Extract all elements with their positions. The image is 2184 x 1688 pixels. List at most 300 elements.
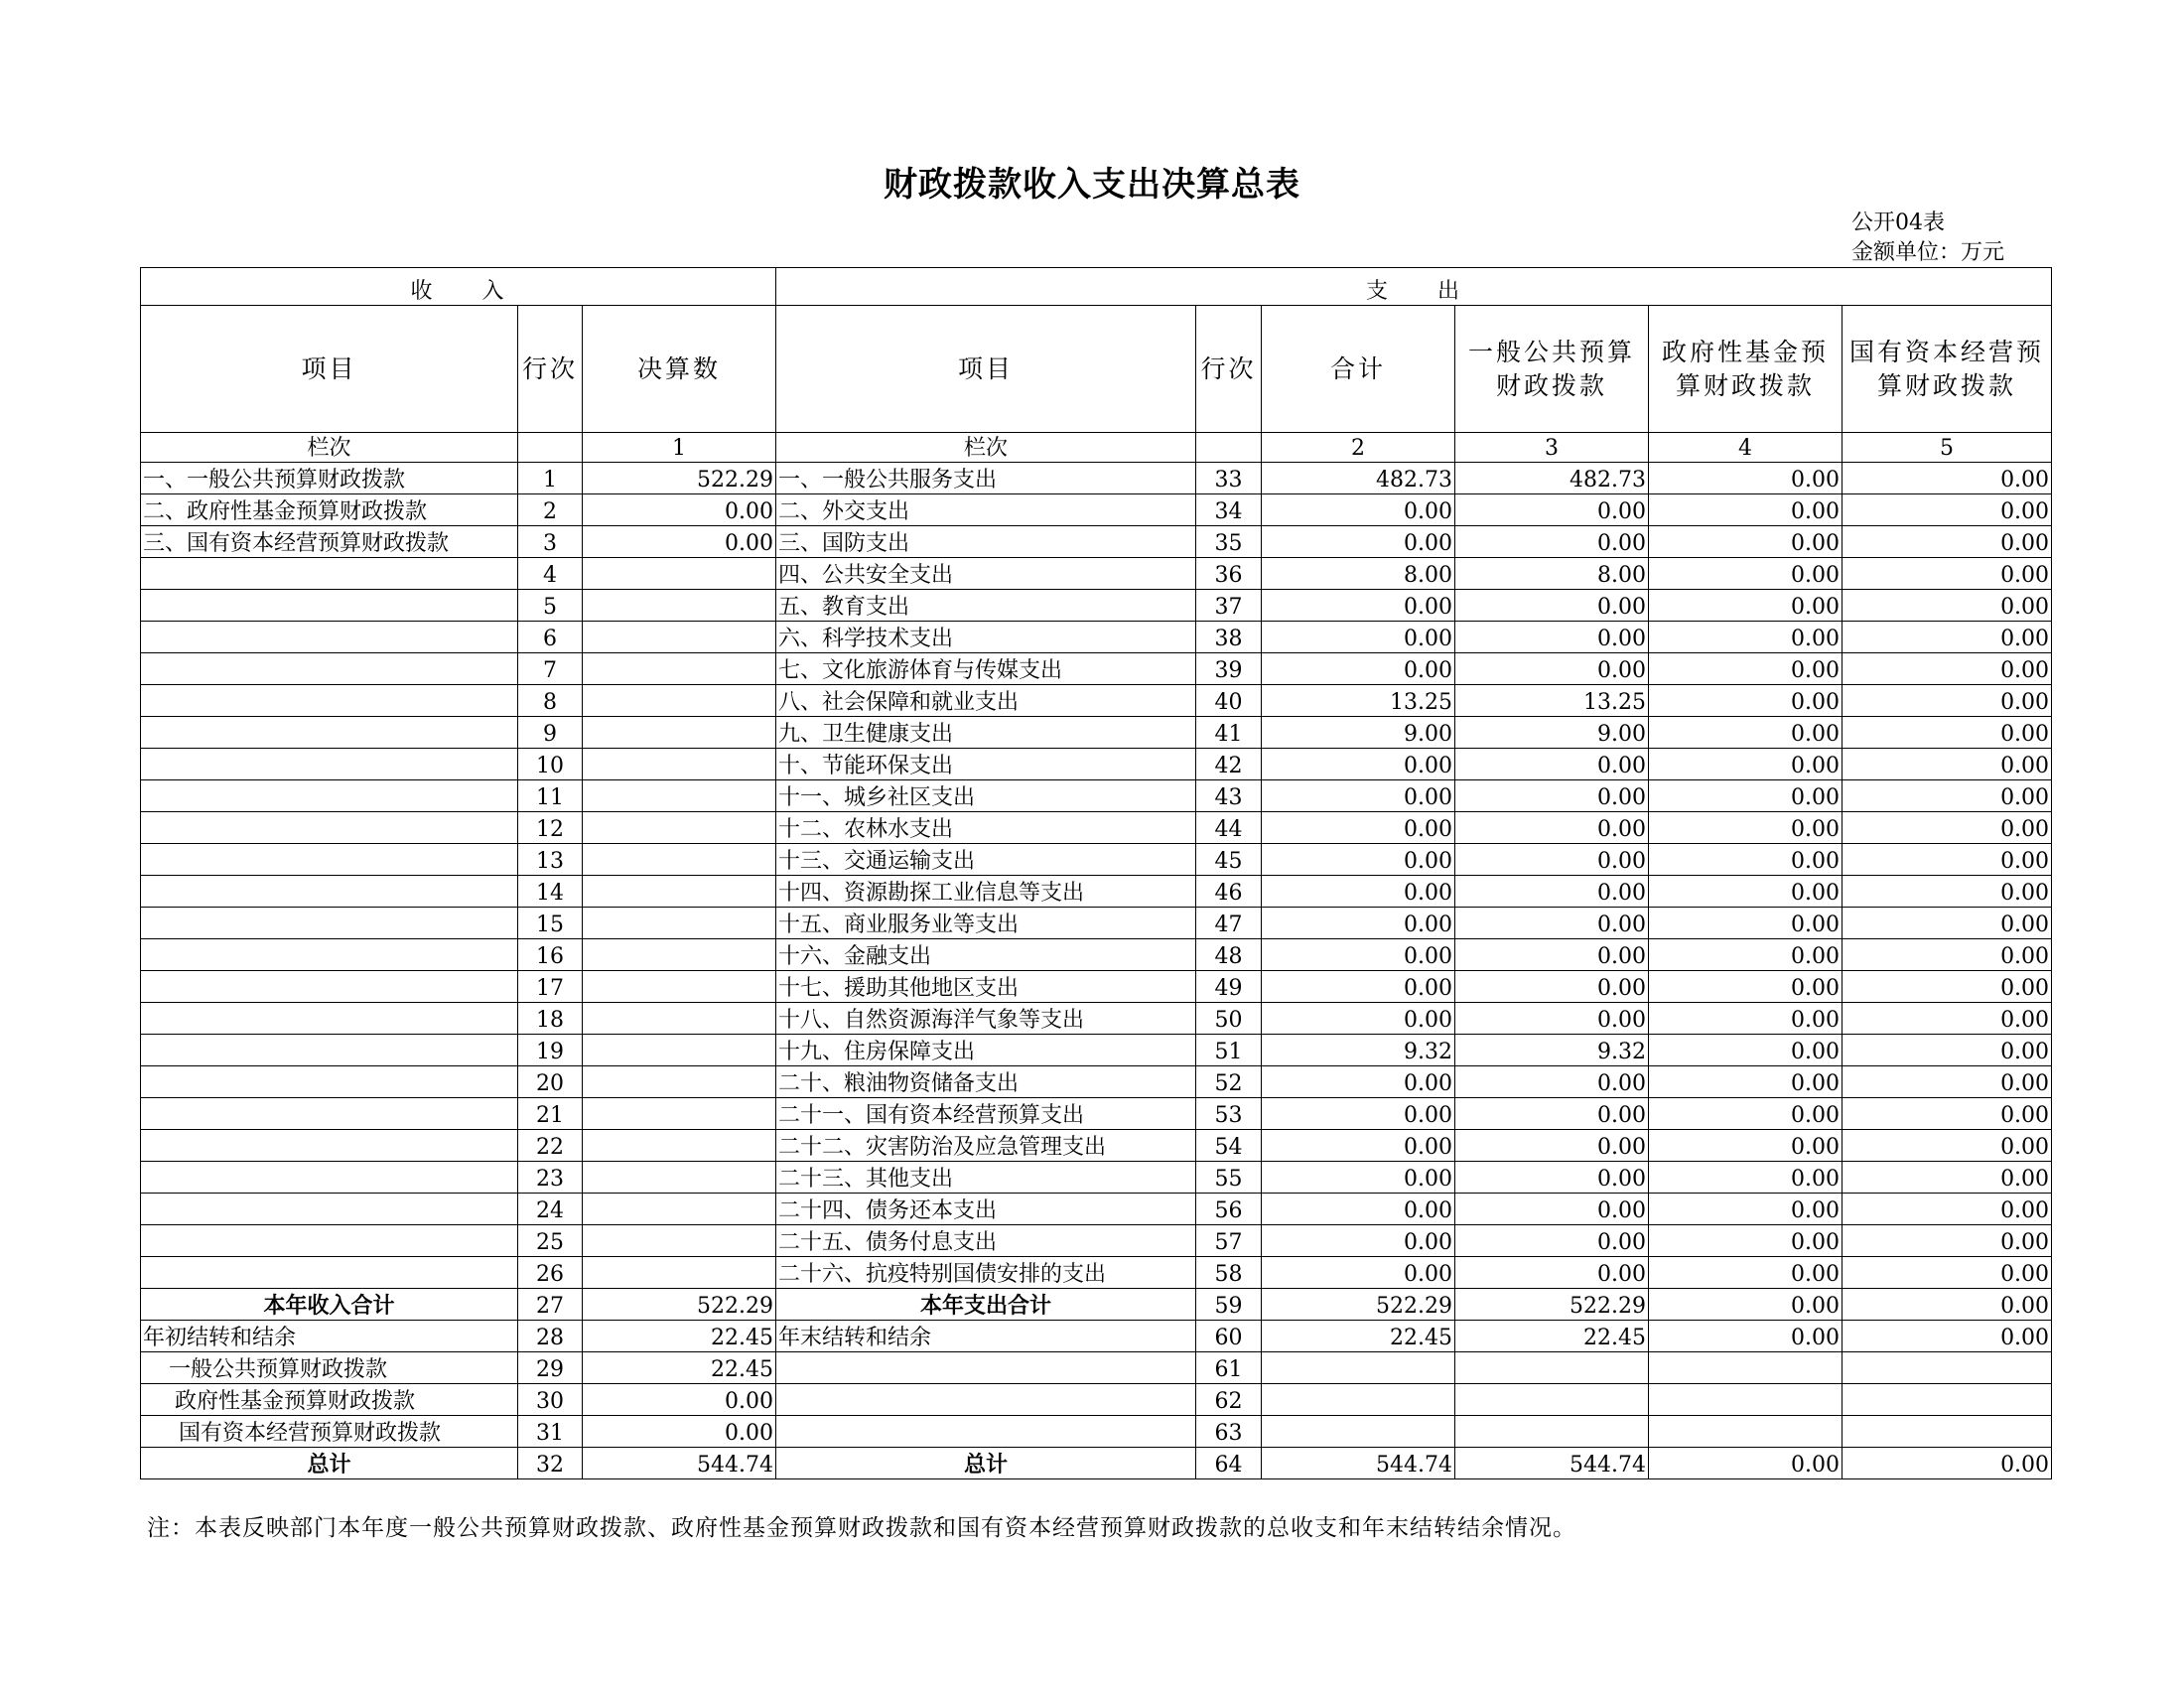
income-row-no: 19	[518, 1035, 583, 1066]
header-general-budget: 一般公共预算财政拨款	[1455, 306, 1649, 433]
table-row	[141, 1066, 2052, 1098]
fund-budget-amount: 0.00	[1649, 622, 1843, 653]
column-number-row	[141, 433, 2052, 463]
table-row	[141, 780, 2052, 812]
income-item: 本年收入合计	[141, 1289, 518, 1321]
income-item: 总计	[141, 1448, 518, 1479]
income-amount	[583, 749, 776, 780]
expense-row-no: 43	[1196, 780, 1262, 812]
income-amount: 22.45	[583, 1321, 776, 1352]
state-capital-amount: 0.00	[1843, 717, 2052, 749]
fund-budget-amount: 0.00	[1649, 1035, 1843, 1066]
income-row-no: 22	[518, 1130, 583, 1162]
fund-budget-amount: 0.00	[1649, 1448, 1843, 1479]
expense-row-no: 56	[1196, 1194, 1262, 1225]
table-meta	[1851, 209, 2004, 268]
general-budget-amount: 0.00	[1455, 749, 1649, 780]
expense-item: 二十四、债务还本支出	[776, 1194, 1196, 1225]
income-row-no: 8	[518, 685, 583, 717]
income-row-no: 1	[518, 463, 583, 494]
income-row-no: 9	[518, 717, 583, 749]
expense-total	[1262, 1384, 1455, 1416]
expense-item: 十四、资源勘探工业信息等支出	[776, 876, 1196, 908]
state-capital-amount: 0.00	[1843, 1130, 2052, 1162]
column-header-row	[141, 306, 2052, 433]
expense-row-no: 54	[1196, 1130, 1262, 1162]
fund-budget-amount: 0.00	[1649, 685, 1843, 717]
expense-row-no: 37	[1196, 590, 1262, 622]
expense-row-no: 63	[1196, 1416, 1262, 1448]
state-capital-amount: 0.00	[1843, 590, 2052, 622]
summary-row	[141, 1289, 2052, 1321]
fund-budget-amount: 0.00	[1649, 1098, 1843, 1130]
general-budget-amount: 13.25	[1455, 685, 1649, 717]
fund-budget-amount: 0.00	[1649, 526, 1843, 558]
expense-total: 0.00	[1262, 526, 1455, 558]
income-row-no: 24	[518, 1194, 583, 1225]
income-amount: 522.29	[583, 463, 776, 494]
fund-budget-amount: 0.00	[1649, 812, 1843, 844]
income-item	[141, 971, 518, 1003]
expense-total	[1262, 1416, 1455, 1448]
header-income-row-no: 行次	[518, 306, 583, 433]
income-item: 政府性基金预算财政拨款	[141, 1384, 518, 1416]
table-row	[141, 1035, 2052, 1066]
income-row-no: 25	[518, 1225, 583, 1257]
expense-total: 0.00	[1262, 844, 1455, 876]
table-row	[141, 844, 2052, 876]
general-budget-amount: 0.00	[1455, 908, 1649, 939]
general-budget-amount	[1455, 1352, 1649, 1384]
income-amount	[583, 558, 776, 590]
state-capital-amount: 0.00	[1843, 1098, 2052, 1130]
expense-row-no: 59	[1196, 1289, 1262, 1321]
state-capital-amount: 0.00	[1843, 1035, 2052, 1066]
expense-row-no: 51	[1196, 1035, 1262, 1066]
income-amount	[583, 844, 776, 876]
expense-total: 0.00	[1262, 1003, 1455, 1035]
income-item	[141, 1257, 518, 1289]
income-row-no: 31	[518, 1416, 583, 1448]
page-title: 财政拨款收入支出决算总表	[884, 165, 1300, 205]
income-amount: 22.45	[583, 1352, 776, 1384]
expense-item: 二十一、国有资本经营预算支出	[776, 1098, 1196, 1130]
header-state-capital-budget: 国有资本经营预算财政拨款	[1843, 306, 2052, 433]
state-capital-amount: 0.00	[1843, 622, 2052, 653]
state-capital-amount: 0.00	[1843, 908, 2052, 939]
income-amount: 0.00	[583, 1416, 776, 1448]
general-budget-amount: 0.00	[1455, 1130, 1649, 1162]
income-item	[141, 1066, 518, 1098]
summary-row	[141, 1321, 2052, 1352]
fund-budget-amount	[1649, 1416, 1843, 1448]
income-amount	[583, 1003, 776, 1035]
expense-total: 0.00	[1262, 590, 1455, 622]
amount-unit: 金额单位：万元	[1851, 240, 2005, 265]
table-row	[141, 1257, 2052, 1289]
general-budget-amount: 0.00	[1455, 1194, 1649, 1225]
expense-row-no: 38	[1196, 622, 1262, 653]
state-capital-amount: 0.00	[1843, 812, 2052, 844]
expense-item: 七、文化旅游体育与传媒支出	[776, 653, 1196, 685]
income-item: 一般公共预算财政拨款	[141, 1352, 518, 1384]
income-item	[141, 653, 518, 685]
income-amount: 544.74	[583, 1448, 776, 1479]
income-item	[141, 780, 518, 812]
expense-total: 0.00	[1262, 749, 1455, 780]
general-budget-amount: 0.00	[1455, 1098, 1649, 1130]
expense-item: 一、一般公共服务支出	[776, 463, 1196, 494]
income-item	[141, 876, 518, 908]
income-amount	[583, 1162, 776, 1194]
expense-row-no: 33	[1196, 463, 1262, 494]
expense-total: 0.00	[1262, 812, 1455, 844]
income-item	[141, 558, 518, 590]
state-capital-amount: 0.00	[1843, 1162, 2052, 1194]
general-budget-amount: 0.00	[1455, 494, 1649, 526]
expense-item: 二十二、灾害防治及应急管理支出	[776, 1130, 1196, 1162]
state-capital-amount	[1843, 1352, 2052, 1384]
expense-total: 0.00	[1262, 876, 1455, 908]
income-item	[141, 939, 518, 971]
table-note: 注：本表反映部门本年度一般公共预算财政拨款、政府性基金预算财政拨款和国有资本经营预算财政拨款的总收支和年末结转结余情况。	[147, 1515, 1576, 1541]
expense-item: 十五、商业服务业等支出	[776, 908, 1196, 939]
general-budget-amount: 0.00	[1455, 876, 1649, 908]
table-row	[141, 526, 2052, 558]
fund-budget-amount: 0.00	[1649, 463, 1843, 494]
table-row	[141, 939, 2052, 971]
expense-item: 二、外交支出	[776, 494, 1196, 526]
expense-item: 二十五、债务付息支出	[776, 1225, 1196, 1257]
income-row-no: 21	[518, 1098, 583, 1130]
state-capital-amount: 0.00	[1843, 1289, 2052, 1321]
expense-item: 八、社会保障和就业支出	[776, 685, 1196, 717]
table-row	[141, 1225, 2052, 1257]
state-capital-amount: 0.00	[1843, 558, 2052, 590]
table-row	[141, 908, 2052, 939]
expense-total: 544.74	[1262, 1448, 1455, 1479]
fund-budget-amount: 0.00	[1649, 1003, 1843, 1035]
expense-row-no: 41	[1196, 717, 1262, 749]
income-item	[141, 685, 518, 717]
income-amount	[583, 1130, 776, 1162]
income-row-no: 16	[518, 939, 583, 971]
income-amount: 522.29	[583, 1289, 776, 1321]
expense-total: 0.00	[1262, 908, 1455, 939]
income-amount	[583, 971, 776, 1003]
income-item	[141, 1003, 518, 1035]
income-amount	[583, 1194, 776, 1225]
state-capital-amount: 0.00	[1843, 1321, 2052, 1352]
income-amount	[583, 1225, 776, 1257]
income-amount	[583, 1098, 776, 1130]
expense-item	[776, 1352, 1196, 1384]
income-row-no: 14	[518, 876, 583, 908]
col-no-empty	[518, 433, 583, 463]
state-capital-amount: 0.00	[1843, 1194, 2052, 1225]
header-income-item: 项目	[141, 306, 518, 433]
expense-band-header: 支 出	[776, 268, 2052, 306]
income-amount	[583, 1066, 776, 1098]
income-amount	[583, 717, 776, 749]
expense-item	[776, 1416, 1196, 1448]
summary-row	[141, 1384, 2052, 1416]
state-capital-amount: 0.00	[1843, 971, 2052, 1003]
income-item: 三、国有资本经营预算财政拨款	[141, 526, 518, 558]
fund-budget-amount: 0.00	[1649, 590, 1843, 622]
form-code: 公开04表	[1851, 211, 1945, 235]
income-row-no: 10	[518, 749, 583, 780]
expense-row-no: 64	[1196, 1448, 1262, 1479]
income-item: 一、一般公共预算财政拨款	[141, 463, 518, 494]
fund-budget-amount	[1649, 1384, 1843, 1416]
income-item	[141, 717, 518, 749]
income-row-no: 15	[518, 908, 583, 939]
expense-total: 0.00	[1262, 653, 1455, 685]
state-capital-amount: 0.00	[1843, 526, 2052, 558]
income-row-no: 26	[518, 1257, 583, 1289]
income-item	[141, 1162, 518, 1194]
expense-row-no: 44	[1196, 812, 1262, 844]
expense-item: 四、公共安全支出	[776, 558, 1196, 590]
expense-row-no: 47	[1196, 908, 1262, 939]
expense-total: 482.73	[1262, 463, 1455, 494]
expense-total: 0.00	[1262, 1194, 1455, 1225]
fund-budget-amount: 0.00	[1649, 1130, 1843, 1162]
expense-total	[1262, 1352, 1455, 1384]
expense-total: 9.32	[1262, 1035, 1455, 1066]
general-budget-amount: 0.00	[1455, 1257, 1649, 1289]
income-row-no: 11	[518, 780, 583, 812]
fund-budget-amount: 0.00	[1649, 1257, 1843, 1289]
fund-budget-amount: 0.00	[1649, 939, 1843, 971]
fund-budget-amount: 0.00	[1649, 1194, 1843, 1225]
table-row	[141, 1162, 2052, 1194]
state-capital-amount: 0.00	[1843, 653, 2052, 685]
income-row-no: 2	[518, 494, 583, 526]
fund-budget-amount	[1649, 1352, 1843, 1384]
expense-total: 0.00	[1262, 939, 1455, 971]
general-budget-amount: 0.00	[1455, 653, 1649, 685]
expense-row-no: 53	[1196, 1098, 1262, 1130]
header-total: 合计	[1262, 306, 1455, 433]
expense-row-no: 52	[1196, 1066, 1262, 1098]
expense-row-no: 39	[1196, 653, 1262, 685]
fund-budget-amount: 0.00	[1649, 717, 1843, 749]
col-no-label-expense: 栏次	[776, 433, 1196, 463]
fund-budget-amount: 0.00	[1649, 844, 1843, 876]
header-expense-row-no: 行次	[1196, 306, 1262, 433]
income-band-header: 收 入	[141, 268, 776, 306]
general-budget-amount: 0.00	[1455, 812, 1649, 844]
income-row-no: 12	[518, 812, 583, 844]
expense-item: 二十三、其他支出	[776, 1162, 1196, 1194]
table-row	[141, 876, 2052, 908]
table-row	[141, 749, 2052, 780]
general-budget-amount: 8.00	[1455, 558, 1649, 590]
income-row-no: 17	[518, 971, 583, 1003]
income-row-no: 27	[518, 1289, 583, 1321]
expense-item: 五、教育支出	[776, 590, 1196, 622]
income-amount	[583, 780, 776, 812]
table-row	[141, 463, 2052, 494]
fund-budget-amount: 0.00	[1649, 1066, 1843, 1098]
general-budget-amount: 0.00	[1455, 1225, 1649, 1257]
income-amount	[583, 876, 776, 908]
fiscal-appropriation-table	[140, 267, 2052, 1479]
general-budget-amount: 0.00	[1455, 971, 1649, 1003]
income-amount	[583, 622, 776, 653]
general-budget-amount: 544.74	[1455, 1448, 1649, 1479]
income-amount	[583, 1257, 776, 1289]
expense-row-no: 34	[1196, 494, 1262, 526]
expense-item: 二十、粮油物资储备支出	[776, 1066, 1196, 1098]
col-no-1: 1	[583, 433, 776, 463]
income-row-no: 4	[518, 558, 583, 590]
expense-total: 0.00	[1262, 971, 1455, 1003]
expense-total: 0.00	[1262, 494, 1455, 526]
fund-budget-amount: 0.00	[1649, 494, 1843, 526]
table-row	[141, 622, 2052, 653]
expense-item: 十二、农林水支出	[776, 812, 1196, 844]
expense-row-no: 36	[1196, 558, 1262, 590]
state-capital-amount: 0.00	[1843, 939, 2052, 971]
fund-budget-amount: 0.00	[1649, 1321, 1843, 1352]
income-amount	[583, 1035, 776, 1066]
general-budget-amount: 0.00	[1455, 844, 1649, 876]
col-no-5: 5	[1843, 433, 2052, 463]
state-capital-amount: 0.00	[1843, 685, 2052, 717]
expense-item: 九、卫生健康支出	[776, 717, 1196, 749]
state-capital-amount: 0.00	[1843, 749, 2052, 780]
fund-budget-amount: 0.00	[1649, 1162, 1843, 1194]
expense-item: 三、国防支出	[776, 526, 1196, 558]
fund-budget-amount: 0.00	[1649, 749, 1843, 780]
general-budget-amount: 522.29	[1455, 1289, 1649, 1321]
state-capital-amount: 0.00	[1843, 494, 2052, 526]
expense-total: 22.45	[1262, 1321, 1455, 1352]
general-budget-amount: 0.00	[1455, 1162, 1649, 1194]
income-item	[141, 812, 518, 844]
summary-row	[141, 1416, 2052, 1448]
general-budget-amount: 22.45	[1455, 1321, 1649, 1352]
state-capital-amount: 0.00	[1843, 1066, 2052, 1098]
expense-item	[776, 1384, 1196, 1416]
col-no-empty-expense	[1196, 433, 1262, 463]
expense-item: 十一、城乡社区支出	[776, 780, 1196, 812]
income-amount	[583, 590, 776, 622]
table-row	[141, 558, 2052, 590]
income-amount	[583, 685, 776, 717]
state-capital-amount: 0.00	[1843, 1448, 2052, 1479]
expense-item: 年末结转和结余	[776, 1321, 1196, 1352]
table-row	[141, 717, 2052, 749]
expense-row-no: 42	[1196, 749, 1262, 780]
general-budget-amount: 0.00	[1455, 780, 1649, 812]
expense-row-no: 62	[1196, 1384, 1262, 1416]
expense-total: 0.00	[1262, 780, 1455, 812]
income-row-no: 30	[518, 1384, 583, 1416]
col-no-label: 栏次	[141, 433, 518, 463]
fund-budget-amount: 0.00	[1649, 1225, 1843, 1257]
general-budget-amount: 0.00	[1455, 526, 1649, 558]
state-capital-amount: 0.00	[1843, 844, 2052, 876]
expense-row-no: 45	[1196, 844, 1262, 876]
table-row	[141, 1194, 2052, 1225]
state-capital-amount	[1843, 1416, 2052, 1448]
general-budget-amount: 0.00	[1455, 939, 1649, 971]
expense-item: 十八、自然资源海洋气象等支出	[776, 1003, 1196, 1035]
table-row	[141, 653, 2052, 685]
income-amount: 0.00	[583, 1384, 776, 1416]
income-item	[141, 1194, 518, 1225]
expense-row-no: 48	[1196, 939, 1262, 971]
col-no-3: 3	[1455, 433, 1649, 463]
expense-item: 总计	[776, 1448, 1196, 1479]
expense-row-no: 40	[1196, 685, 1262, 717]
col-no-4: 4	[1649, 433, 1843, 463]
income-row-no: 7	[518, 653, 583, 685]
general-budget-amount: 482.73	[1455, 463, 1649, 494]
expense-total: 9.00	[1262, 717, 1455, 749]
expense-row-no: 55	[1196, 1162, 1262, 1194]
income-item	[141, 1130, 518, 1162]
fund-budget-amount: 0.00	[1649, 653, 1843, 685]
general-budget-amount: 9.00	[1455, 717, 1649, 749]
income-item: 年初结转和结余	[141, 1321, 518, 1352]
income-row-no: 5	[518, 590, 583, 622]
header-income-amount: 决算数	[583, 306, 776, 433]
table-row	[141, 971, 2052, 1003]
expense-row-no: 61	[1196, 1352, 1262, 1384]
expense-row-no: 49	[1196, 971, 1262, 1003]
table-row	[141, 812, 2052, 844]
expense-item: 十七、援助其他地区支出	[776, 971, 1196, 1003]
expense-row-no: 57	[1196, 1225, 1262, 1257]
income-amount: 0.00	[583, 494, 776, 526]
expense-total: 8.00	[1262, 558, 1455, 590]
expense-row-no: 58	[1196, 1257, 1262, 1289]
expense-item: 十、节能环保支出	[776, 749, 1196, 780]
income-item	[141, 908, 518, 939]
income-row-no: 13	[518, 844, 583, 876]
state-capital-amount	[1843, 1384, 2052, 1416]
income-row-no: 18	[518, 1003, 583, 1035]
band-row	[141, 268, 2052, 306]
state-capital-amount: 0.00	[1843, 463, 2052, 494]
expense-total: 522.29	[1262, 1289, 1455, 1321]
expense-item: 十六、金融支出	[776, 939, 1196, 971]
expense-row-no: 46	[1196, 876, 1262, 908]
expense-total: 0.00	[1262, 1130, 1455, 1162]
income-item	[141, 844, 518, 876]
income-amount	[583, 908, 776, 939]
expense-total: 0.00	[1262, 1225, 1455, 1257]
expense-item: 六、科学技术支出	[776, 622, 1196, 653]
income-row-no: 28	[518, 1321, 583, 1352]
general-budget-amount: 0.00	[1455, 1066, 1649, 1098]
table-row	[141, 685, 2052, 717]
table-row	[141, 1003, 2052, 1035]
income-item: 国有资本经营预算财政拨款	[141, 1416, 518, 1448]
income-amount	[583, 653, 776, 685]
summary-row	[141, 1352, 2052, 1384]
income-row-no: 6	[518, 622, 583, 653]
fund-budget-amount: 0.00	[1649, 1289, 1843, 1321]
expense-total: 0.00	[1262, 1257, 1455, 1289]
expense-row-no: 60	[1196, 1321, 1262, 1352]
income-item: 二、政府性基金预算财政拨款	[141, 494, 518, 526]
